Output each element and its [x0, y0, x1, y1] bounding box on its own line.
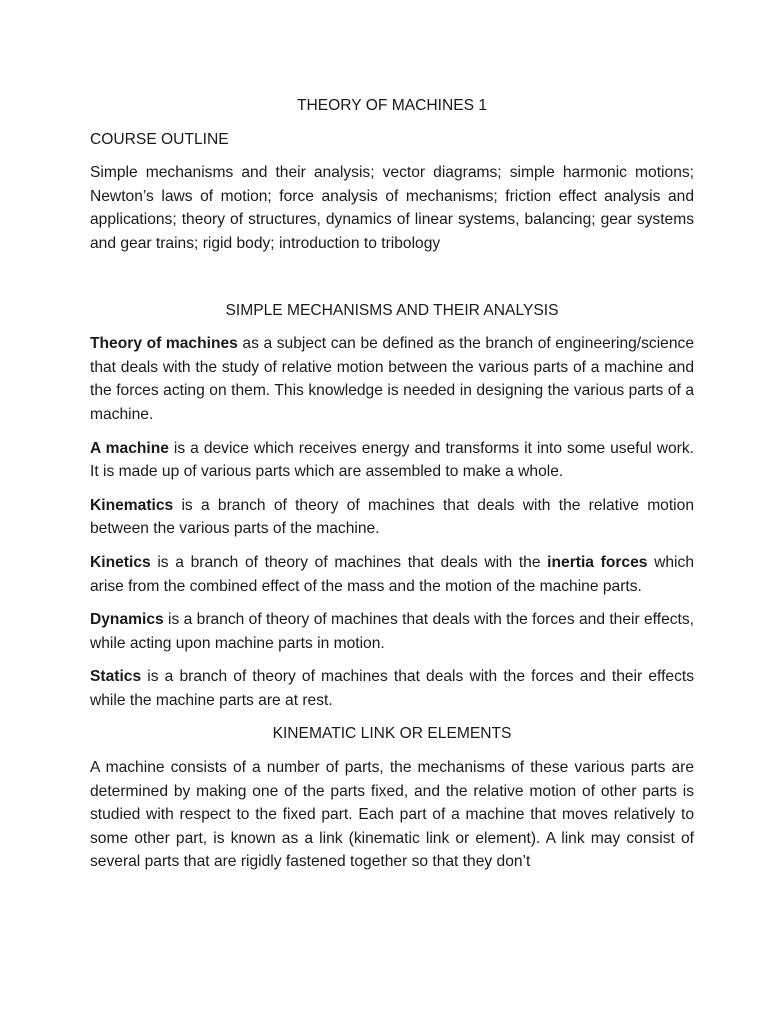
- definition-statics: is a branch of theory of machines that deals with the forces and their effects while the machine parts are at rest.: [90, 668, 694, 709]
- section-heading-kinematic-link: KINEMATIC LINK OR ELEMENTS: [272, 725, 512, 743]
- definition-machine: is a device which receives energy and transforms it into some useful work. It is made up of various parts which are assembled to make a whole.: [90, 439, 694, 481]
- term-theory-of-machines: Theory of machines: [90, 335, 238, 353]
- definition-kinetics-part1: is a branch of theory of machines that deals with the: [150, 553, 548, 571]
- paragraph-theory-of-machines: [90, 332, 694, 426]
- definition-kinetics-part2: which arise from the combined effect of the mass and the motion of the machine parts.: [90, 553, 694, 595]
- paragraph-statics: [90, 665, 694, 712]
- definition-dynamics: is a branch of theory of machines that deals with the forces and their effects, while acting upon machine parts in motion.: [90, 611, 694, 652]
- term-kinematics: Kinematics: [90, 496, 174, 514]
- term-statics: Statics: [90, 668, 142, 686]
- definition-kinematics: is a branch of theory of machines that deals with the relative motion between the various parts of the machine.: [90, 496, 694, 538]
- course-outline-label: COURSE OUTLINE: [90, 130, 229, 148]
- document-title: THEORY OF MACHINES 1: [296, 97, 488, 114]
- paragraph-kinematic-link: A machine consists of a number of parts, the mechanisms of these various parts are determined by making one of the parts fixed, and the relative motion of other parts is studied with respect to the fixed part. Each part of a machine that moves relatively to some other part, is known as a link (kinematic link or element). A link may consist of several parts that are rigidly fastened together so that they don’t: [90, 759, 694, 871]
- paragraph-kinetics: [90, 551, 694, 598]
- term-dynamics: Dynamics: [90, 611, 164, 629]
- definition-theory-of-machines: as a subject can be defined as the branch of engineering/science that deals with the study of relative motion between the various parts of a machine and the forces acting on them. This knowledge is needed in designing the various parts of a machine.: [90, 335, 694, 423]
- term-inertia-forces: inertia forces: [547, 553, 648, 571]
- term-machine: A machine: [90, 439, 169, 457]
- course-outline-body: Simple mechanisms and their analysis; vector diagrams; simple harmonic motions; Newton’s laws of motion; force analysis of mechanisms; friction effect analysis and applications; theory of structures, dynamics of linear systems, balancing; gear systems and gear trains; rigid body; introduction to tribology: [90, 164, 694, 252]
- paragraph-kinematics: [90, 494, 694, 541]
- term-kinetics: Kinetics: [90, 553, 151, 571]
- section-heading-simple-mechanisms: SIMPLE MECHANISMS AND THEIR ANALYSIS: [225, 301, 559, 319]
- paragraph-dynamics: [90, 608, 694, 655]
- paragraph-machine: [90, 437, 694, 484]
